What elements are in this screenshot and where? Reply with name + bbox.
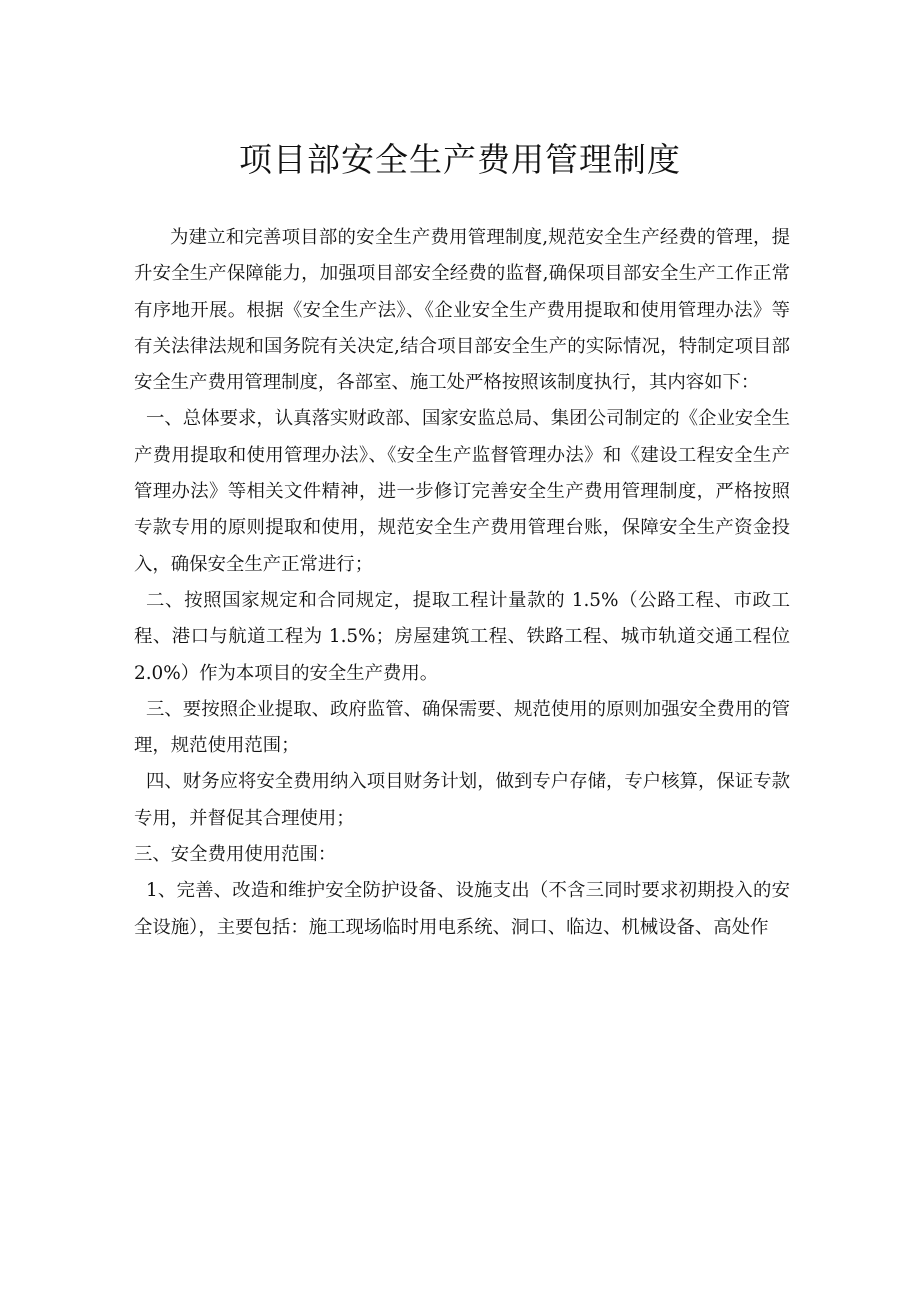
section-heading-usage-scope: 三、安全费用使用范围：	[134, 844, 337, 866]
paragraph-intro: 为建立和完善项目部的安全生产费用管理制度,规范安全生产经费的管理，提升安全生产保障能力，加强项目部安全经费的监督,确保项目部安全生产工作正常有序地开展。根据《安全生产法》、《企业安全生产费用提取和使用管理办法》等有关法律法规和国务院有关决定,结合项目部安全生产的实际情况，特制定项目部安全生产费用管理制度，各部室、施工处严格按照该制度执行，其内容如下：	[134, 227, 790, 394]
paragraph-usage-item-1: 1、完善、改造和维护安全防护设备、设施支出（不含三同时要求初期投入的安全设施），主要包括：施工现场临时用电系统、洞口、临边、机械设备、高处作	[134, 880, 790, 938]
paragraph-fee-extraction: 二、按照国家规定和合同规定，提取工程计量款的 1.5%（公路工程、市政工程、港口与航道工程为 1.5%；房屋建筑工程、铁路工程、城市轨道交通工程位 2.0%）作为本项目的安全生产费用。	[134, 589, 790, 684]
paragraph-finance-plan: 四、财务应将安全费用纳入项目财务计划，做到专户存储，专户核算，保证专款专用，并督促其合理使用；	[134, 771, 790, 829]
paragraph-management-principles: 三、要按照企业提取、政府监管、确保需要、规范使用的原则加强安全费用的管理，规范使用范围；	[134, 698, 790, 757]
paragraph-general-requirements: 一、总体要求，认真落实财政部、国家安监总局、集团公司制定的《企业安全生产费用提取和使用管理办法》、《安全生产监督管理办法》和《建设工程安全生产管理办法》等相关文件精神，进一步修订完善安全生产费用管理制度，严格按照专款专用的原则提取和使用，规范安全生产费用管理台账，保障安全生产资金投入，确保安全生产正常进行；	[134, 408, 790, 575]
document-body	[134, 220, 790, 946]
document-title: 项目部安全生产费用管理制度	[239, 140, 681, 179]
